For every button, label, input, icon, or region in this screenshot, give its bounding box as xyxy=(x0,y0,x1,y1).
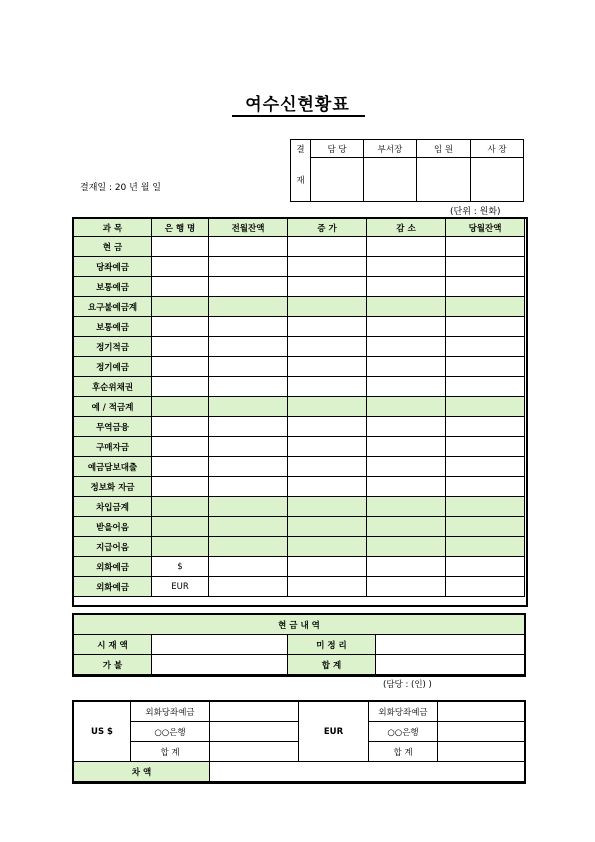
amount-cell[interactable] xyxy=(209,497,288,517)
amount-cell[interactable] xyxy=(446,357,525,377)
signature-cell[interactable] xyxy=(471,158,524,202)
amount-cell[interactable] xyxy=(367,537,446,557)
amount-cell[interactable] xyxy=(288,517,367,537)
row-label: 후순위채권 xyxy=(74,377,152,397)
bank-name-cell[interactable] xyxy=(152,337,209,357)
amount-cell[interactable] xyxy=(209,357,288,377)
amount-cell[interactable] xyxy=(288,377,367,397)
table-row xyxy=(74,377,525,397)
row-label: 구매자금 xyxy=(74,437,152,457)
amount-cell[interactable] xyxy=(446,437,525,457)
amount-cell[interactable] xyxy=(288,457,367,477)
amount-cell[interactable] xyxy=(288,557,367,577)
table-row xyxy=(74,397,525,417)
fx-table xyxy=(73,701,526,782)
signature-cell[interactable] xyxy=(417,158,471,202)
amount-cell[interactable] xyxy=(367,557,446,577)
table-row xyxy=(74,357,525,377)
approval-side-2: 재 xyxy=(291,159,311,202)
amount-cell[interactable] xyxy=(209,277,288,297)
amount-cell[interactable] xyxy=(209,457,288,477)
page-title: 여수신현황표 xyxy=(245,95,350,115)
amount-cell[interactable] xyxy=(288,357,367,377)
bank-name-cell[interactable] xyxy=(152,317,209,337)
fx-item-label: 합 계 xyxy=(131,742,210,762)
bank-name-cell[interactable] xyxy=(152,517,209,537)
row-label: 외화예금 xyxy=(74,577,152,597)
amount-cell[interactable] xyxy=(446,257,525,277)
amount-cell[interactable] xyxy=(446,497,525,517)
amount-cell[interactable] xyxy=(367,337,446,357)
bank-name-cell[interactable] xyxy=(152,357,209,377)
table-row xyxy=(74,437,525,457)
bank-name-cell[interactable] xyxy=(152,377,209,397)
amount-cell[interactable] xyxy=(446,417,525,437)
amount-cell[interactable] xyxy=(209,377,288,397)
amount-cell[interactable] xyxy=(288,477,367,497)
table-row xyxy=(74,277,525,297)
amount-cell[interactable] xyxy=(209,557,288,577)
amount-cell[interactable] xyxy=(209,337,288,357)
table-row xyxy=(74,417,525,437)
row-label: 정보화 자금 xyxy=(74,477,152,497)
amount-cell[interactable] xyxy=(288,497,367,517)
bank-name-cell[interactable] xyxy=(152,397,209,417)
table-row xyxy=(74,557,525,577)
fx-value-cell[interactable] xyxy=(438,702,526,722)
bank-name-cell[interactable] xyxy=(152,437,209,457)
amount-cell[interactable] xyxy=(367,397,446,417)
amount-cell[interactable] xyxy=(209,397,288,417)
signature-cell[interactable] xyxy=(311,158,364,202)
cash-value-cell[interactable] xyxy=(152,655,288,675)
amount-cell[interactable] xyxy=(446,557,525,577)
table-row xyxy=(74,577,525,597)
amount-cell[interactable] xyxy=(209,437,288,457)
bank-name-cell[interactable] xyxy=(152,237,209,257)
amount-cell[interactable] xyxy=(209,417,288,437)
table-row xyxy=(74,457,525,477)
cash-value-cell[interactable] xyxy=(376,655,525,675)
amount-cell[interactable] xyxy=(367,517,446,537)
table-row xyxy=(74,337,525,357)
amount-cell[interactable] xyxy=(209,577,288,597)
column-header: 증 가 xyxy=(288,219,367,237)
fx-value-cell[interactable] xyxy=(438,742,526,762)
amount-cell[interactable] xyxy=(209,237,288,257)
eur-label: EUR xyxy=(299,702,369,762)
amount-cell[interactable] xyxy=(209,537,288,557)
amount-cell[interactable] xyxy=(446,277,525,297)
signature-cell[interactable] xyxy=(364,158,417,202)
table-row xyxy=(74,317,525,337)
amount-cell[interactable] xyxy=(446,517,525,537)
amount-cell[interactable] xyxy=(288,417,367,437)
amount-cell[interactable] xyxy=(209,517,288,537)
amount-cell[interactable] xyxy=(446,397,525,417)
approval-side-1: 결 xyxy=(291,140,311,159)
amount-cell[interactable] xyxy=(367,577,446,597)
amount-cell[interactable] xyxy=(367,417,446,437)
fx-item-label: ○○은행 xyxy=(369,722,438,742)
amount-cell[interactable] xyxy=(209,317,288,337)
amount-cell[interactable] xyxy=(446,377,525,397)
row-label: 예금담보대출 xyxy=(74,457,152,477)
amount-cell[interactable] xyxy=(367,297,446,317)
row-label: 받을어음 xyxy=(74,517,152,537)
amount-cell[interactable] xyxy=(288,337,367,357)
amount-cell[interactable] xyxy=(288,257,367,277)
bank-name-cell[interactable] xyxy=(152,497,209,517)
amount-cell[interactable] xyxy=(446,457,525,477)
fx-item-label: 외화당좌예금 xyxy=(131,702,210,722)
column-header: 당월잔액 xyxy=(446,219,525,237)
amount-cell[interactable] xyxy=(288,437,367,457)
row-label: 지급어음 xyxy=(74,537,152,557)
bank-name-cell[interactable]: $ xyxy=(152,557,209,577)
row-label: 외화예금 xyxy=(74,557,152,577)
diff-value-cell[interactable] xyxy=(210,762,526,782)
cash-value-cell[interactable] xyxy=(376,635,525,655)
amount-cell[interactable] xyxy=(288,297,367,317)
row-label: 보통예금 xyxy=(74,277,152,297)
cash-detail-header: 현 금 내 역 xyxy=(74,615,525,635)
amount-cell[interactable] xyxy=(209,297,288,317)
amount-cell[interactable] xyxy=(446,297,525,317)
bank-name-cell[interactable] xyxy=(152,537,209,557)
amount-cell[interactable] xyxy=(288,397,367,417)
fx-item-label: 외화당좌예금 xyxy=(369,702,438,722)
table-row xyxy=(74,237,525,257)
table-header-row xyxy=(74,219,525,237)
amount-cell[interactable] xyxy=(288,237,367,257)
amount-cell[interactable] xyxy=(288,277,367,297)
unit-label: (단위 : 원화) xyxy=(450,207,501,217)
bank-name-cell[interactable] xyxy=(152,457,209,477)
bank-name-cell[interactable] xyxy=(152,277,209,297)
title-underline xyxy=(232,115,365,117)
row-label: 당좌예금 xyxy=(74,257,152,277)
bank-name-cell[interactable] xyxy=(152,257,209,277)
amount-cell[interactable] xyxy=(446,317,525,337)
amount-cell[interactable] xyxy=(367,477,446,497)
table-row xyxy=(74,477,525,497)
amount-cell[interactable] xyxy=(367,457,446,477)
row-label: 요구불예금계 xyxy=(74,297,152,317)
column-header: 전월잔액 xyxy=(209,219,288,237)
bank-name-cell[interactable] xyxy=(152,297,209,317)
table-row xyxy=(74,497,525,517)
amount-cell[interactable] xyxy=(367,237,446,257)
row-label: 현 금 xyxy=(74,237,152,257)
row-label: 정기예금 xyxy=(74,357,152,377)
cash-detail-table xyxy=(73,614,525,675)
table-row xyxy=(74,537,525,557)
amount-cell[interactable] xyxy=(446,477,525,497)
fx-value-cell[interactable] xyxy=(210,722,299,742)
bank-name-cell[interactable]: EUR xyxy=(152,577,209,597)
cash-label: 시 재 액 xyxy=(74,635,152,655)
column-header: 감 소 xyxy=(367,219,446,237)
amount-cell[interactable] xyxy=(446,237,525,257)
amount-cell[interactable] xyxy=(209,257,288,277)
amount-cell[interactable] xyxy=(288,317,367,337)
bank-name-cell[interactable] xyxy=(152,477,209,497)
amount-cell[interactable] xyxy=(367,437,446,457)
column-header: 은 행 명 xyxy=(152,219,209,237)
approval-role: 사 장 xyxy=(471,140,524,158)
fx-item-label: 합 계 xyxy=(369,742,438,762)
confirm-line: (담당 : (인) ) xyxy=(383,680,432,690)
column-header: 과 목 xyxy=(74,219,152,237)
fx-value-cell[interactable] xyxy=(438,722,526,742)
usd-label: US $ xyxy=(74,702,131,762)
row-label: 차입금계 xyxy=(74,497,152,517)
approval-date: 결재일 : 20 년 월 일 xyxy=(80,183,161,193)
amount-cell[interactable] xyxy=(367,497,446,517)
cash-label: 미 정 리 xyxy=(288,635,376,655)
bank-name-cell[interactable] xyxy=(152,417,209,437)
table-row xyxy=(74,297,525,317)
diff-label: 차 액 xyxy=(74,762,210,782)
approval-table xyxy=(290,139,524,202)
amount-cell[interactable] xyxy=(446,337,525,357)
fx-item-label: ○○은행 xyxy=(131,722,210,742)
amount-cell[interactable] xyxy=(446,577,525,597)
table-row xyxy=(74,257,525,277)
amount-cell[interactable] xyxy=(367,277,446,297)
fx-value-cell[interactable] xyxy=(210,742,299,762)
amount-cell[interactable] xyxy=(288,537,367,557)
row-label: 예 / 적금계 xyxy=(74,397,152,417)
row-label: 정기적금 xyxy=(74,337,152,357)
approval-role: 임 원 xyxy=(417,140,471,158)
cash-value-cell[interactable] xyxy=(152,635,288,655)
row-label: 무역금융 xyxy=(74,417,152,437)
approval-role: 담 당 xyxy=(311,140,364,158)
fx-value-cell[interactable] xyxy=(210,702,299,722)
amount-cell[interactable] xyxy=(288,577,367,597)
cash-label: 가 불 xyxy=(74,655,152,675)
balance-table xyxy=(73,218,525,597)
amount-cell[interactable] xyxy=(446,537,525,557)
amount-cell[interactable] xyxy=(367,317,446,337)
amount-cell[interactable] xyxy=(367,357,446,377)
row-label: 보통예금 xyxy=(74,317,152,337)
amount-cell[interactable] xyxy=(367,377,446,397)
cash-label: 합 계 xyxy=(288,655,376,675)
approval-role: 부서장 xyxy=(364,140,417,158)
amount-cell[interactable] xyxy=(209,477,288,497)
amount-cell[interactable] xyxy=(367,257,446,277)
table-row xyxy=(74,517,525,537)
